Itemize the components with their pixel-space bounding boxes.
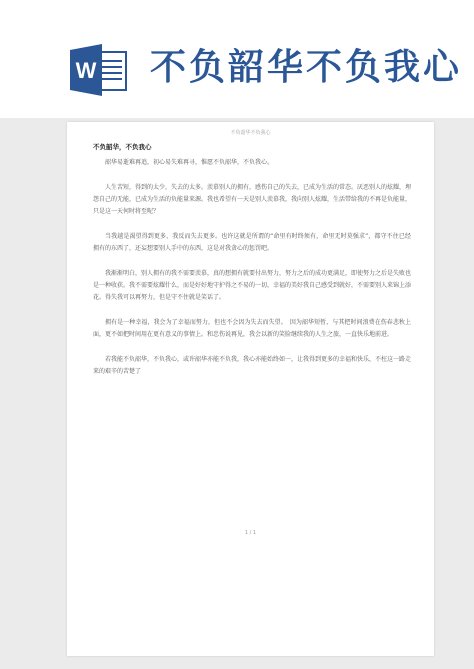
paragraph: 我渐渐明白，别人拥有的我不需要羡慕，真的想拥有就要付出努力，努力之后的成功更满足，即使努力之后是失败也是一种收获。我不需要炫耀什么，而是好好地守护得之不易的一切，幸福的美好我自己感受到就好，不需要别人来锦上添花。得失我可以再努力，但是守不住就是笑话了。 <box>93 270 412 301</box>
page-header: 不负韶华不负我心 <box>230 130 271 136</box>
paragraph: 韶华易逝难再追，初心易失难再寻，惟愿不负韶华，不负我心。 <box>105 159 274 166</box>
document-page <box>67 122 434 656</box>
document-body <box>93 157 411 391</box>
paragraph: 若我能不负韶华，不负我心，或许韶华亦能不负我，我心亦能始终如一，让我得到更多的幸福和快乐，不枉这一路走来的艰辛的苦楚了 <box>93 356 412 375</box>
svg-text:W: W <box>75 58 97 83</box>
document-title: 不负韶华，不负我心 <box>93 143 152 151</box>
paragraph: 人生苦短，得到的太少，失去的太多。羡慕别人的拥有，感伤自己的失去，已成为生活的常态。厌恶别人的炫耀，埋怨自己的无能，已成为生活的负能量来源。我也希望有一天是别人羡慕我，我向别人炫耀，生活带给我的不再是负能量，只是这一天何时将至呢？ <box>93 184 412 215</box>
paragraph: 拥有是一种幸福，我会为了幸福而努力，但也不会因为失去而失望。 因为韶华短暂，与其把时间浪费在伤春悲秋上面，更不如把时间用在更有意义的事情上。和忠伤说再见，我会以新的笑脸继续我的人生之旅，一直快乐地前进。 <box>93 319 411 338</box>
banner-title: 不负韶华不负我心 <box>150 47 463 88</box>
word-icon <box>70 44 128 96</box>
banner <box>0 0 474 118</box>
page-number: 1 / 1 <box>244 530 257 536</box>
paragraph: 当我越是渴望得到更多，我反而失去更多。也许这就是所谓的“命里有时终须有，命里无时莫强求”，都守不住已经拥有的东西了，还妄想要别人手中的东西，这是对我贪心的惩罚吧。 <box>93 233 411 252</box>
